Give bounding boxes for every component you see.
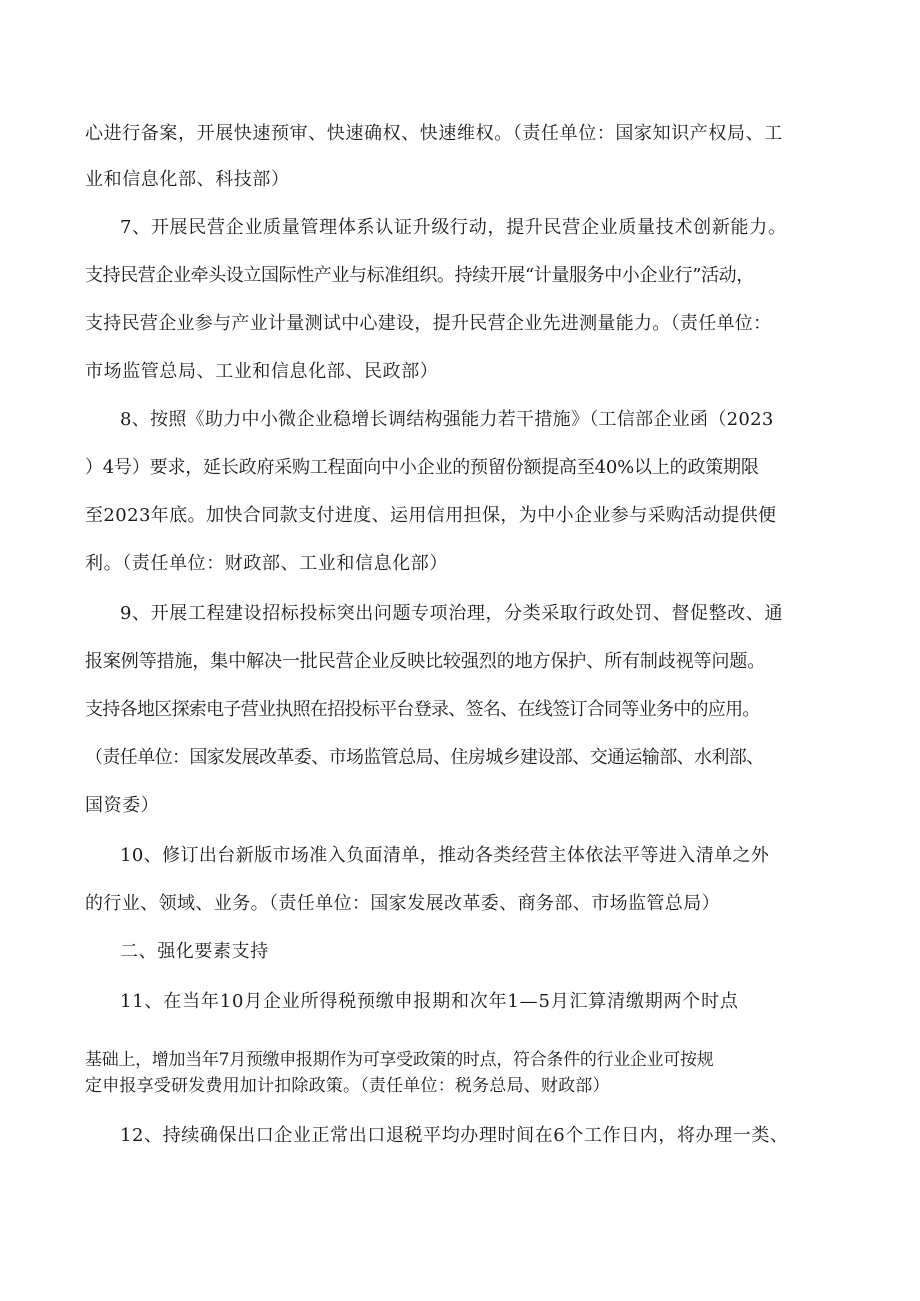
text-line-5: 支持民营企业参与产业计量测试中心建设，提升民营企业先进测量能力。（责任单位：	[85, 313, 772, 334]
text-line-4: 支持民营企业牵头设立国际性产业与标准组织。持续开展“计量服务中小企业行”活动，	[85, 265, 754, 286]
text-line-11: 9、开展工程建设招标投标突出问题专项治理，分类采取行政处罚、督促整改、通	[120, 603, 784, 624]
text-line-14: （责任单位：国家发展改革委、市场监管总局、住房城乡建设部、交通运输部、水利部、	[85, 747, 764, 768]
text-line-22: 12、持续确保出口企业正常出口退税平均办理时间在6个工作日内，将办理一类、	[120, 1125, 789, 1146]
text-line-15: 国资委）	[85, 795, 160, 816]
text-line-1: 心进行备案，开展快速预审、快速确权、快速维权。（责任单位：国家知识产权局、工	[85, 123, 783, 144]
text-line-19: 11、在当年10月企业所得税预缴申报期和次年1—5月汇算清缴期两个时点	[120, 991, 739, 1012]
text-line-16: 10、修订出台新版市场准入负面清单，推动各类经营主体依法平等进入清单之外	[120, 845, 770, 866]
text-line-2: 业和信息化部、科技部）	[85, 169, 290, 190]
text-line-3: 7、开展民营企业质量管理体系认证升级行动，提升民营企业质量技术创新能力。	[120, 217, 787, 238]
text-line-12: 报案例等措施，集中解决一批民营企业反映比较强烈的地方保护、所有制歧视等问题。	[85, 651, 766, 672]
text-line-17: 的行业、领域、业务。（责任单位：国家发展改革委、商务部、市场监管总局）	[85, 893, 720, 914]
text-line-8: ）4号）要求，延长政府采购工程面向中小企业的预留份额提高至40%以上的政策期限	[85, 457, 759, 478]
text-line-20: 基础上，增加当年7月预缴申报期作为可享受政策的时点，符合条件的行业企业可按规	[85, 1050, 714, 1070]
text-line-13: 支持各地区探索电子营业执照在招投标平台登录、签名、在线签订合同等业务中的应用。	[85, 699, 760, 720]
section-heading: 二、强化要素支持	[120, 941, 269, 962]
text-line-9: 至2023年底。加快合同款支付进度、运用信用担保，为中小企业参与采购活动提供便	[85, 505, 777, 526]
text-line-21: 定申报享受研发费用加计扣除政策。（责任单位：税务总局、财政部）	[85, 1076, 610, 1096]
text-line-7: 8、按照《助力中小微企业稳增长调结构强能力若干措施》（工信部企业函（2023	[120, 409, 774, 430]
text-line-10: 利。（责任单位：财政部、工业和信息化部）	[85, 553, 448, 574]
text-line-6: 市场监管总局、工业和信息化部、民政部）	[85, 361, 439, 382]
